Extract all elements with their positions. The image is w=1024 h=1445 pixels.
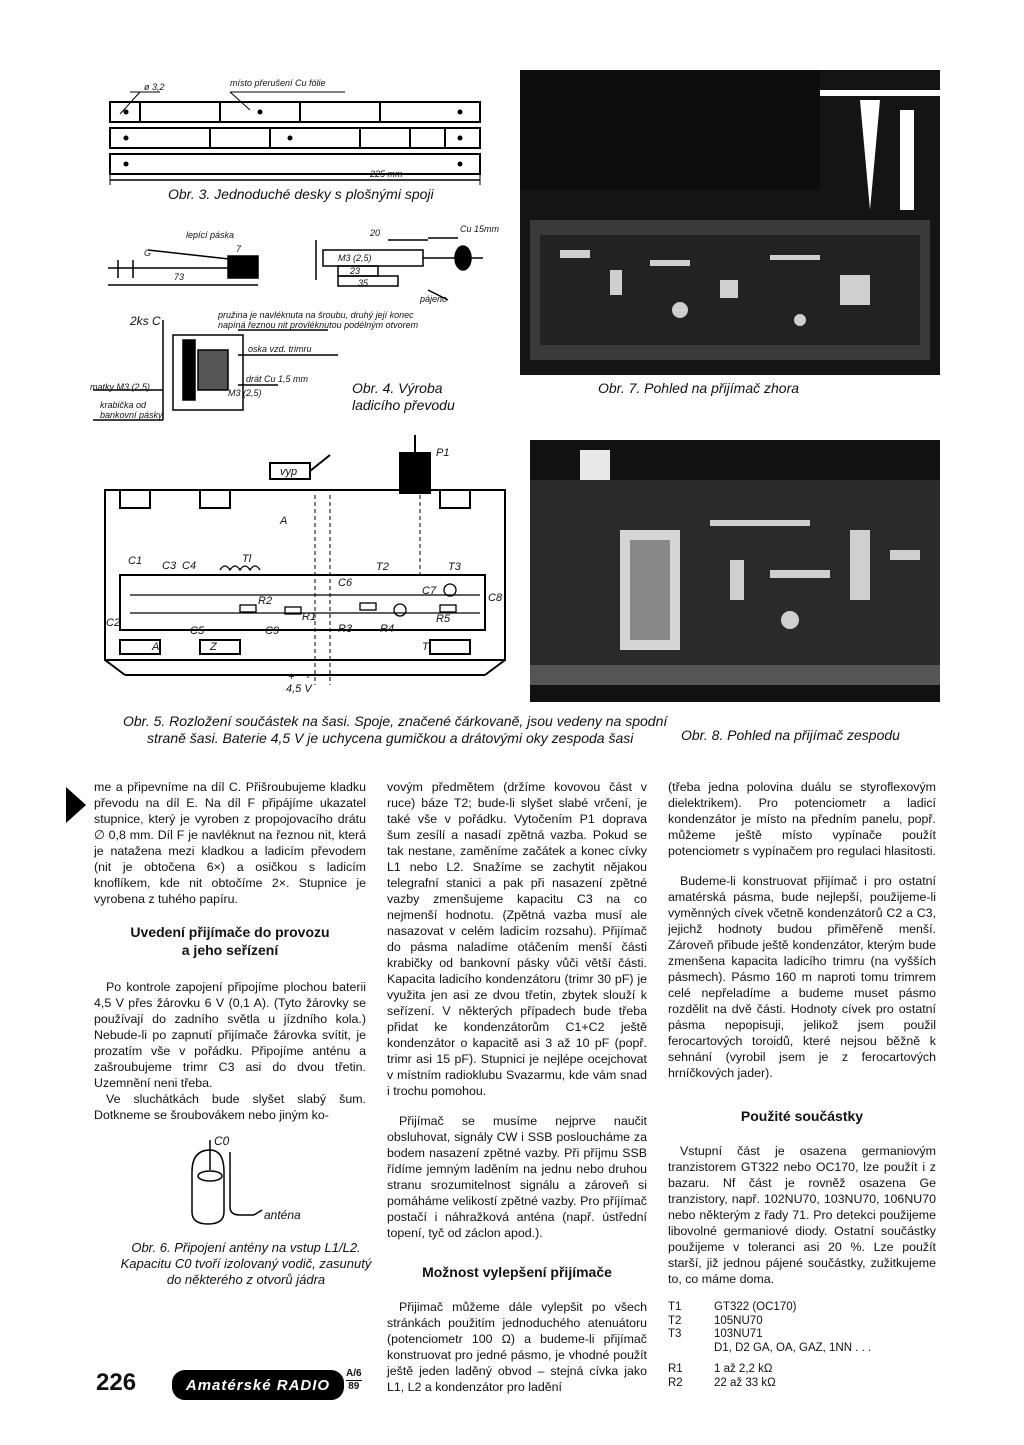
label-r4: R4: [380, 623, 395, 635]
text-column-2: [387, 779, 647, 1395]
label-c6: C6: [338, 577, 353, 589]
parts-row: R2 22 až 33 kΩ: [668, 1376, 776, 1389]
section-heading-startup: [94, 923, 366, 959]
figure-4-caption-line-1: Obr. 4. Výroba: [352, 380, 443, 396]
label-r3: R3: [338, 623, 353, 635]
label-l1: Tl: [242, 553, 252, 565]
col1-paragraph-2: Po kontrole zapojení připojíme plochou baterii 4,5 V přes žárovku 6 V (0,1 A). (Tyto žárovky se používají do zadního světla u jízdního kola.) Nebude-li po zapnutí přijímače žárovka svítit, je prozatím vše v pořádku. Připojíme anténu a zašroubujeme trimr C3 asi do dvou třetin. Uzemnění neni třeba.: [94, 980, 366, 1090]
figure-5: [100, 435, 520, 700]
col3-paragraph-3: Vstupní část je osazena germaniovým tranzistorem GT322 nebo OC170, lze použít i z bazaru. Nf část je rovněž osazena Ge tranzistory, např. 102NU70, 103NU70, 106NU70 nebo některým z řady 71. Pro detekci použijeme libovolné germaniové diody. Ostatní součástky použijeme v toleranci asi 20 %. Lze použít starší, již jednou pájené součástky, zužitkujeme to, co máme doma.: [668, 1144, 936, 1286]
figure-6: [170, 1134, 330, 1230]
label-wire: drát Cu 1,5 mm: [246, 374, 309, 384]
label-dim-7: 7: [236, 244, 242, 254]
col3-paragraph-2: Budeme-li konstruovat přijímač i pro ostatní amatérská pásma, bude nejlepší, použijeme-li vyměnných cívek včetně kondenzátorů C2 a C3, jejichž hodnoty budou přiměřeně menší. Zároveň přibude ještě kondenzátor, kterým bude zmenšena kapacita ladicího trimru (na vyšších pásmech). Pásmo 160 m naproti tomu trimrem celé nepřeladíme a budeme muset pásmo rozdělit na dvě části. Hodnoty cívek pro ostatní pásma nepopisuji, jelikož jsem použil ferocartových toroidů, které nejsou běžně k sehnání (vyrobil jsem je z ferocartových hrníčkových jader).: [668, 874, 936, 1080]
label-r1: R1: [302, 611, 317, 623]
section-heading-startup-line-1: Uvedení přijímače do provozu: [130, 924, 330, 940]
label-hole: ø 3,2: [144, 82, 165, 92]
figure-6-caption: [96, 1240, 396, 1288]
figure-4-caption-line-2: ladicího převodu: [352, 397, 455, 413]
parts-row: R1 1 až 2,2 kΩ: [668, 1363, 773, 1375]
label-dim-20: 20: [370, 228, 381, 238]
label-box-1: krabička od: [100, 400, 147, 410]
label-cu: Cu 15mm: [460, 224, 500, 234]
label-dim-73: 73: [174, 272, 185, 282]
label-nut: matky M3 (2,5): [90, 382, 151, 392]
label-z: Z: [210, 641, 217, 653]
label-c9: C9: [265, 625, 280, 637]
col2-paragraph-1: vovým předmětem (držíme kovovou část v ruce) báze T2; bude-li slyšet slabé vrčení, je také vše v pořádku. Vytočením P1 doprava šum zesílí a nasadí zpětná vazba. Pokud se tak nestane, zaměníme začátek a konec cívky L1 nebo L2. Snažíme se zachytit nějakou telegrafní stanici a pak při nasazení zpětné vazby zmenšujeme kapacitu C3 na co nejmenší hodnotu. (Zpětná vazba musí ale nasazovat v celém ladicím rozsahu). Přijímač do pásma naladíme otáčením menší části krabičky od bankovní pásky vůči větší části. Kapacita ladicího kondenzátoru (trimr 30 pF) je využita jen asi ze dvou třetin, zbytek slouží k seřízení. V některých případech bude třeba přidat ke kondenzátorům C1+C2 ještě kondenzátor o kapacitě asi 3 až 10 pF (popř. trimr asi 15 pF). Stupnici je nejlépe ocejchovat v místním radioklubu Svazarmu, kde vám snad i trochu pomohou.: [387, 780, 647, 1098]
col1-paragraph-1: me a připevníme na díl C. Přišroubujeme kladku převodu na díl E. Na díl F připájíme ukazatel stupnice, který je vyroben z propojovacího drátu ∅ 0,8 mm. Díl F je navléknut na řeznou nit, která je natažena mezi kladkou a ladicím převodem (nit je obtočena 6×) a osičkou s ladicím knoflíkem, kde nit obtočíme 2×. Stupnice je vyrobena z tuhého papíru.: [94, 780, 366, 906]
figure-6-caption-line-1: Obr. 6. Připojení antény na vstup L1/L2.: [131, 1240, 361, 1255]
label-soldered: pájeno: [420, 294, 448, 304]
figure-5-caption-line-1: Obr. 5. Rozložení součástek na šasi. Spoje, značené čárkovaně, jsou vedeny na spodní: [123, 713, 668, 729]
photo-top-view-image: [520, 70, 940, 375]
issue-year: 89: [348, 1381, 360, 1392]
label-vyp: vyp: [280, 466, 298, 478]
label-r5: R5: [436, 613, 451, 625]
label-spring-1: pružina je navléknuta na šroubu, druhý její konec: [218, 310, 414, 320]
label-c2ks: 2ks C: [130, 314, 161, 328]
label-m3-1: M3 (2,5): [338, 253, 372, 263]
label-m3-2: M3 (2,5): [228, 388, 262, 398]
issue-label: A/6: [346, 1368, 362, 1379]
parts-row: T1 GT322 (OC170): [668, 1301, 797, 1313]
label-plus: +: [288, 671, 295, 683]
col2-paragraph-3: Přijimač můžeme dále vylepšit po všech stránkách použitím jednoduchého atenuátoru (potenciometr 100 Ω) a budeme-li přijímač konstruovat pro jedné pásmo, je vhodné použít ještě jeden laděný obvod – stejná cívka jako L1, L2 a kondenzátor pro ladění: [387, 1300, 647, 1394]
label-c3: C3: [162, 560, 177, 572]
label-a2: A: [152, 641, 160, 653]
antenna-drawing: [170, 1140, 330, 1230]
figure-3-caption: Obr. 3. Jednoduché desky s plošnými spoji: [168, 186, 434, 202]
label-volt: 4,5 V: [286, 683, 312, 695]
label-t2: T2: [376, 561, 389, 573]
page-number: 226: [96, 1369, 137, 1396]
photo-bottom-view: [530, 440, 940, 702]
label-box-2: bankovní pásky: [100, 410, 163, 420]
label-minus: -: [306, 671, 310, 683]
label-g: G: [144, 248, 152, 258]
label-c0: C0: [214, 1134, 230, 1148]
figure-7-caption: Obr. 7. Pohled na přijímač zhora: [598, 380, 800, 396]
label-c4: C4: [182, 560, 197, 572]
label-t: T: [422, 641, 429, 653]
figure-6-caption-line-2: Kapacitu C0 tvoří izolovaný vodič, zasunutý: [120, 1256, 372, 1271]
label-dim: 225 mm: [370, 169, 403, 179]
label-spring-2: napíná řeznou nit provléknutou podélným otvorem: [218, 320, 419, 330]
col3-paragraph-1: (třeba jedna polovina duálu se styroflexovým dielektrikem). Pro potenciometr a ladicí kondenzátor je místo na předním panelu, popř. můžeme ještě místo vypínače použít potenciometr s vypínačem pro regulaci hlasitosti.: [668, 780, 936, 858]
figure-5-caption-line-2: straně šasi. Baterie 4,5 V je uchycena gumičkou a drátovými oky zespoda šasi: [147, 730, 634, 746]
label-tape: lepící páska: [186, 230, 235, 240]
label-r2: R2: [258, 595, 273, 607]
col2-paragraph-2: Přijímač se musíme nejprve naučit obsluhovat, signály CW i SSB posloucháme za bodem nasazení zpětné vazby. Při příjmu SSB řídíme jemným laděním na jednu nebo druhou stranu srozumitelnost signálu a zároveň si pomáháme velikostí zpětné vazby. Pro příjímač postačí i náhražková anténa (např. ústřední topení, tyč od záclon apod.).: [387, 1114, 647, 1240]
section-heading-parts: Použité součástky: [740, 1108, 864, 1124]
label-p1: P1: [436, 447, 450, 459]
issue-number: [346, 1368, 362, 1393]
parts-list: [668, 1301, 936, 1390]
text-column-1: [94, 779, 366, 1123]
figure-4-caption: [352, 380, 455, 414]
text-column-3: [668, 779, 936, 1390]
figure-8-caption: Obr. 8. Pohled na přijímač zespodu: [681, 727, 900, 743]
label-t3: T3: [448, 561, 461, 573]
parts-row: T2 105NU70: [668, 1314, 763, 1327]
label-a: A: [280, 515, 288, 527]
label-cut: místo přerušení Cu fólie: [230, 78, 326, 88]
figure-5-caption: [123, 713, 667, 747]
label-antenna: anténa: [264, 1208, 301, 1222]
label-c7: C7: [422, 585, 437, 597]
figure-6-caption-line-3: do některého z otvorů jádra: [166, 1272, 326, 1287]
label-eyelet: oska vzd. trimru: [248, 344, 312, 354]
parts-row: T3 103NU71: [668, 1328, 763, 1340]
parts-row: D1, D2 GA, OA, GAZ, 1NN . . .: [714, 1341, 872, 1354]
label-c1: C1: [128, 555, 143, 567]
photo-bottom-view-image: [530, 440, 940, 702]
label-c2: C2: [106, 617, 121, 629]
label-c8: C8: [488, 592, 503, 604]
magazine-logo-text: Amatérské RADIO: [185, 1376, 331, 1394]
label-dim-23: 23: [350, 266, 361, 276]
label-c5: C5: [190, 625, 205, 637]
magazine-logo: [172, 1370, 344, 1400]
section-heading-startup-line-2: a jeho seřízení: [181, 942, 279, 958]
label-dim-35: 35: [358, 278, 369, 288]
photo-top-view: [520, 70, 940, 375]
col1-paragraph-3: Ve sluchátkách bude slyšet slabý šum. Dotkneme se šroubovákem nebo jiným ko-: [94, 1092, 366, 1122]
continuation-arrow-icon: [66, 787, 86, 823]
section-heading-improvement: Možnost vylepšení přijímače: [422, 1264, 612, 1280]
